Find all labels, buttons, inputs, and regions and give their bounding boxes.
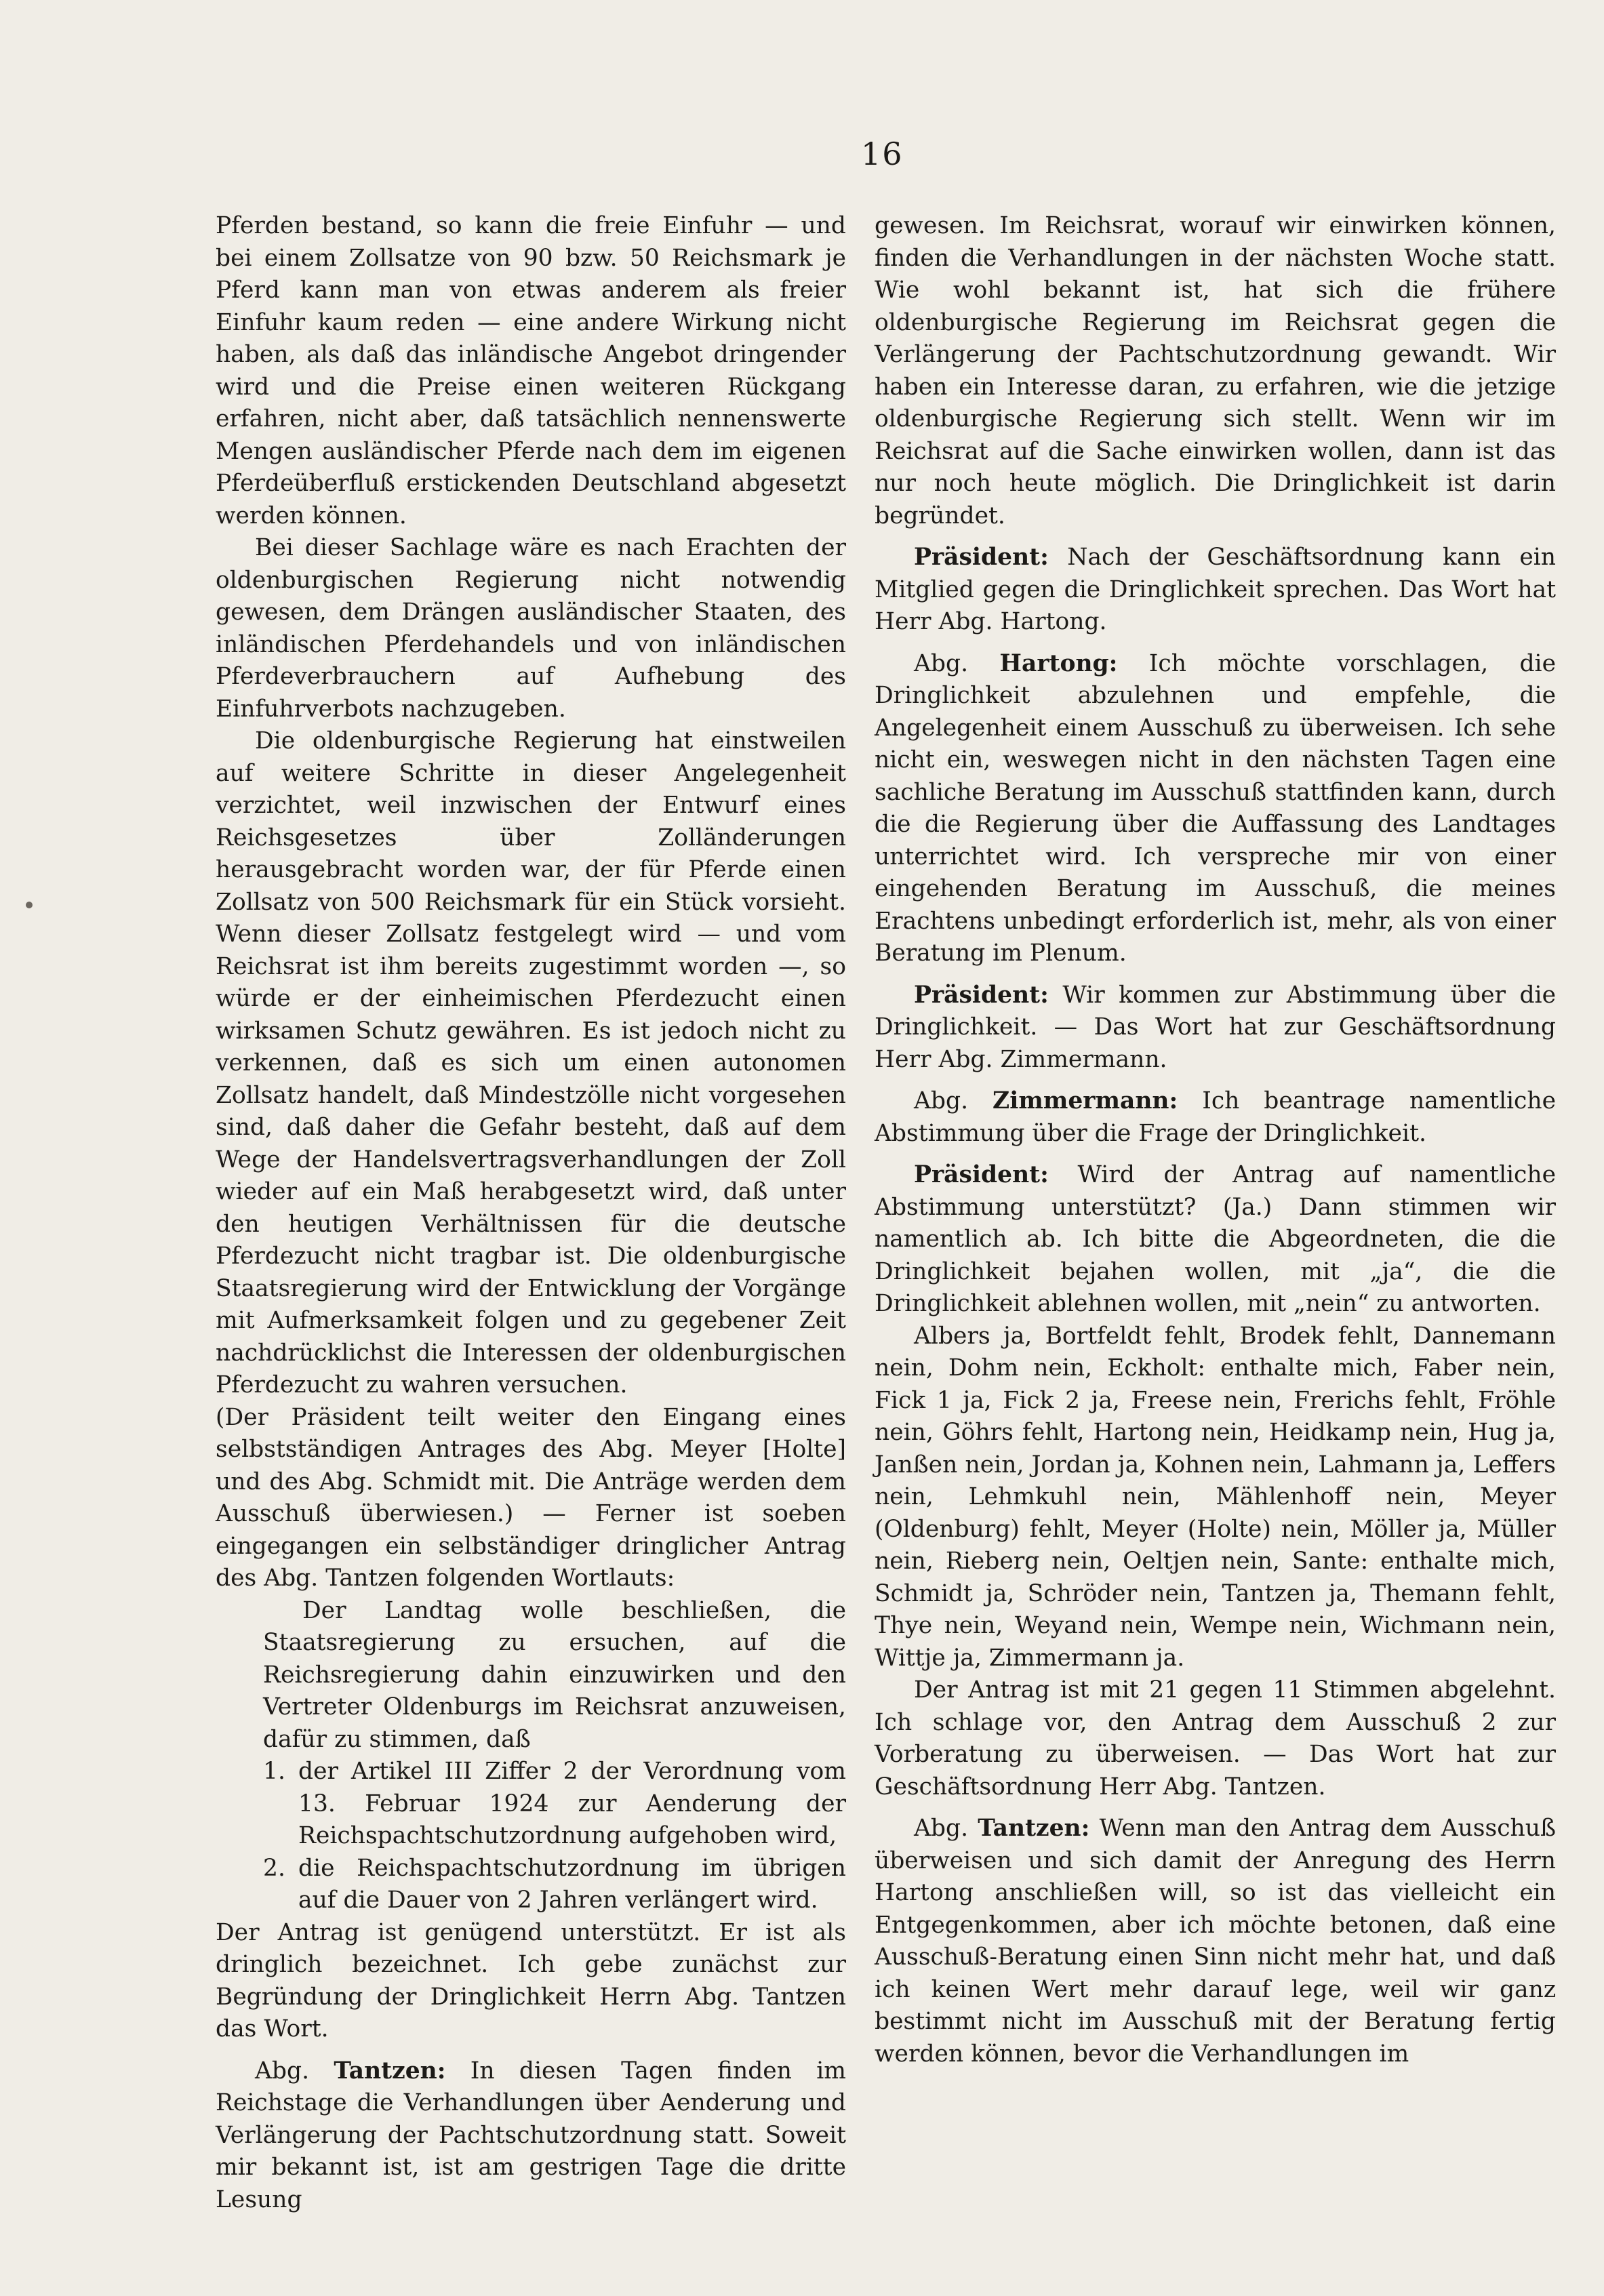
speaker-name: Zimmermann: — [993, 1087, 1178, 1114]
left-column — [216, 210, 846, 2216]
motion-item — [263, 1756, 846, 1853]
speaker-prefix: Abg. — [255, 2057, 310, 2084]
paragraph: (Der Präsident teilt weiter den Eingang eines selbstständigen Antrages des Abg. Meyer [Holte] und des Abg. Schmidt mit. Die Anträge werden dem Ausschuß überwiesen.) — Ferner ist soeben eingegangen ein selbständiger dringlicher Antrag des Abg. Tantzen folgenden Wortlauts: — [216, 1403, 846, 1592]
motion-item-text: die Reichspachtschutzordnung im übrigen auf die Dauer von 2 Jahren verlängert wird. — [298, 1854, 846, 1914]
speech-paragraph — [875, 980, 1556, 1076]
paragraph: Der Antrag ist mit 21 gegen 11 Stimmen abgelehnt. Ich schlage vor, den Antrag dem Ausschuß 2 zur Vorberatung zu überweisen. — Das Wort hat zur Geschäftsordnung Herr Abg. Tantzen. — [875, 1676, 1556, 1800]
speech-text: Wird der Antrag auf namentliche Abstimmung unterstützt? (Ja.) Dann stimmen wir namentlich ab. Ich bitte die Abgeordneten, die die Dringlichkeit bejahen wollen, mit „ja“, die die Dringlichkeit ablehnen wollen, mit „nein“ zu antworten. — [875, 1161, 1556, 1317]
speech-paragraph — [216, 2055, 846, 2217]
speech-paragraph — [875, 1813, 1556, 2070]
speech-text: In diesen Tagen finden im Reichstage die Verhandlungen über Aenderung und Verlängerung der Pachtschutzordnung statt. Soweit mir bekannt ist, ist am gestrigen Tage die dritte Lesung — [216, 2057, 846, 2213]
motion-item-number: 1. — [263, 1758, 285, 1785]
margin-mark — [26, 902, 33, 908]
speaker-name: Tantzen: — [978, 1815, 1090, 1842]
speech-text: Wenn man den Antrag dem Ausschuß überweisen und sich damit der Anregung des Herrn Hartong anschließen will, so ist das vielleicht ein Entgegenkommen, aber ich möchte betonen, daß eine Ausschuß-Beratung einen Sinn nicht mehr hat, und daß ich keinen Wert mehr darauf lege, weil wir ganz bestimmt nicht im Ausschuß mit der Beratung fertig werden können, bevor die Verhandlungen im — [875, 1815, 1556, 2068]
right-column — [875, 210, 1556, 2070]
roll-call-vote: Albers ja, Bortfeldt fehlt, Brodek fehlt, Dannemann nein, Dohm nein, Eckholt: enthalte mich, Faber nein, Fick 1 ja, Fick 2 ja, Freese nein, Frerichs fehlt, Fröhle nein, Göhrs fehlt, Hartong nein, Heidkamp nein, Hug ja, Janßen nein, Jordan ja, Kohnen nein, Lahmann ja, Leffers nein, Lehmkuhl nein, Mählenhoff nein, Meyer (Oldenburg) fehlt, Meyer (Holte) nein, Möller ja, Müller nein, Rieberg nein, Oeltjen nein, Sante: enthalte mich, Schmidt ja, Schröder nein, Tantzen ja, Themann fehlt, Thye nein, Weyand nein, Wempe nein, Wichmann nein, Wittje ja, Zimmermann ja. — [875, 1322, 1556, 1672]
speech-paragraph — [875, 542, 1556, 639]
speaker-prefix: Abg. — [914, 1087, 969, 1114]
speech-paragraph — [875, 648, 1556, 970]
speech-text: Nach der Geschäftsordnung kann ein Mitglied gegen die Dringlichkeit sprechen. Das Wort hat Herr Abg. Hartong. — [875, 544, 1557, 635]
paragraph: Die oldenburgische Regierung hat einstweilen auf weitere Schritte in dieser Angelegenheit verzichtet, weil inzwischen der Entwurf eines Reichsgesetzes über Zolländerungen herausgebracht worden war, der für Pferde einen Zollsatz von 500 Reichsmark für ein Stück vorsieht. Wenn dieser Zollsatz festgelegt wird — und vom Reichsrat ist ihm bereits zugestimmt worden —, so würde er der einheimischen Pferdezucht einen wirksamen Schutz gewähren. Es ist jedoch nicht zu verkennen, daß es sich um einen autonomen Zollsatz handelt, daß Mindestzölle nicht vorgesehen sind, daß daher die Gefahr besteht, daß auf dem Wege der Handelsvertragsverhandlungen der Zoll wieder auf ein Maß herabgesetzt wird, daß unter den heutigen Verhältnissen für die deutsche Pferdezucht nicht tragbar ist. Die oldenburgische Staatsregierung wird der Entwicklung der Vorgänge mit Aufmerksamkeit folgen und zu gegebener Zeit nachdrücklichst die Interessen der oldenburgischen Pferdezucht zu wahren versuchen. — [216, 727, 846, 1398]
paragraph: gewesen. Im Reichsrat, worauf wir einwirken können, finden die Verhandlungen in der nächsten Woche statt. Wie wohl bekannt ist, hat sich die frühere oldenburgische Regierung im Reichsrat gegen die Verlängerung der Pachtschutzordnung gewandt. Wir haben ein Interesse daran, zu erfahren, wie die jetzige oldenburgische Regierung sich stellt. Wenn wir im Reichsrat auf die Sache einwirken wollen, dann ist das nur noch heute möglich. Die Dringlichkeit ist darin begründet. — [875, 212, 1556, 529]
speaker-prefix: Abg. — [914, 649, 969, 677]
speaker-name: Präsident: — [914, 544, 1049, 571]
motion-item-number: 2. — [263, 1854, 285, 1882]
speech-text: Wir kommen zur Abstimmung über die Dringlichkeit. — Das Wort hat zur Geschäftsordnung Herr Abg. Zimmermann. — [875, 981, 1556, 1073]
speaker-name: Präsident: — [914, 1161, 1049, 1188]
motion-text: Der Landtag wolle beschließen, die Staatsregierung zu ersuchen, auf die Reichsregierung dahin einzuwirken und den Vertreter Oldenburgs im Reichsrat anzuweisen, dafür zu stimmen, daß — [263, 1596, 846, 1753]
page-number: 16 — [861, 136, 904, 172]
motion-item-text: der Artikel III Ziffer 2 der Verordnung vom 13. Februar 1924 zur Aenderung der Reichspachtschutzordnung aufgehoben wird, — [298, 1758, 846, 1849]
speech-text: Ich beantrage namentliche Abstimmung über die Frage der Dringlichkeit. — [875, 1087, 1557, 1147]
paragraph: Der Antrag ist genügend unterstützt. Er ist als dringlich bezeichnet. Ich gebe zunächst zur Begründung der Dringlichkeit Herrn Abg. Tantzen das Wort. — [216, 1918, 846, 2042]
speaker-name: Tantzen: — [334, 2057, 446, 2084]
speaker-name: Hartong: — [999, 649, 1118, 677]
speaker-prefix: Abg. — [914, 1815, 969, 1842]
speech-paragraph — [875, 1085, 1556, 1150]
speaker-name: Präsident: — [914, 981, 1049, 1009]
paragraph: Pferden bestand, so kann die freie Einfuhr — und bei einem Zollsatze von 90 bzw. 50 Reichsmark je Pferd kann man von etwas anderem als freier Einfuhr kaum reden — eine andere Wirkung nicht haben, als daß das inländische Angebot dringender wird und die Preise einen weiteren Rückgang erfahren, nicht aber, daß tatsächlich nennenswerte Mengen ausländischer Pferde nach dem im eigenen Pferdeüberfluß erstickenden Deutschland abgesetzt werden können. — [216, 212, 846, 529]
paragraph: Bei dieser Sachlage wäre es nach Erachten der oldenburgischen Regierung nicht notwendig gewesen, dem Drängen ausländischer Staaten, des inländischen Pferdehandels und von inländischen Pferdeverbrauchern auf Aufhebung des Einfuhrverbots nachzugeben. — [216, 534, 846, 723]
motion-item — [263, 1853, 846, 1917]
speech-text: Ich möchte vorschlagen, die Dringlichkeit abzulehnen und empfehle, die Angelegenheit einem Ausschuß zu überweisen. Ich sehe nicht ein, weswegen nicht in den nächsten Tagen eine sachliche Beratung im Ausschuß stattfinden kann, durch die die Regierung über die Auffassung des Landtages unterrichtet wird. Ich verspreche mir von einer eingehenden Beratung im Ausschuß, die meines Erachtens unbedingt erforderlich ist, mehr, als von einer Beratung im Plenum. — [875, 649, 1557, 967]
speech-paragraph — [875, 1159, 1556, 1321]
